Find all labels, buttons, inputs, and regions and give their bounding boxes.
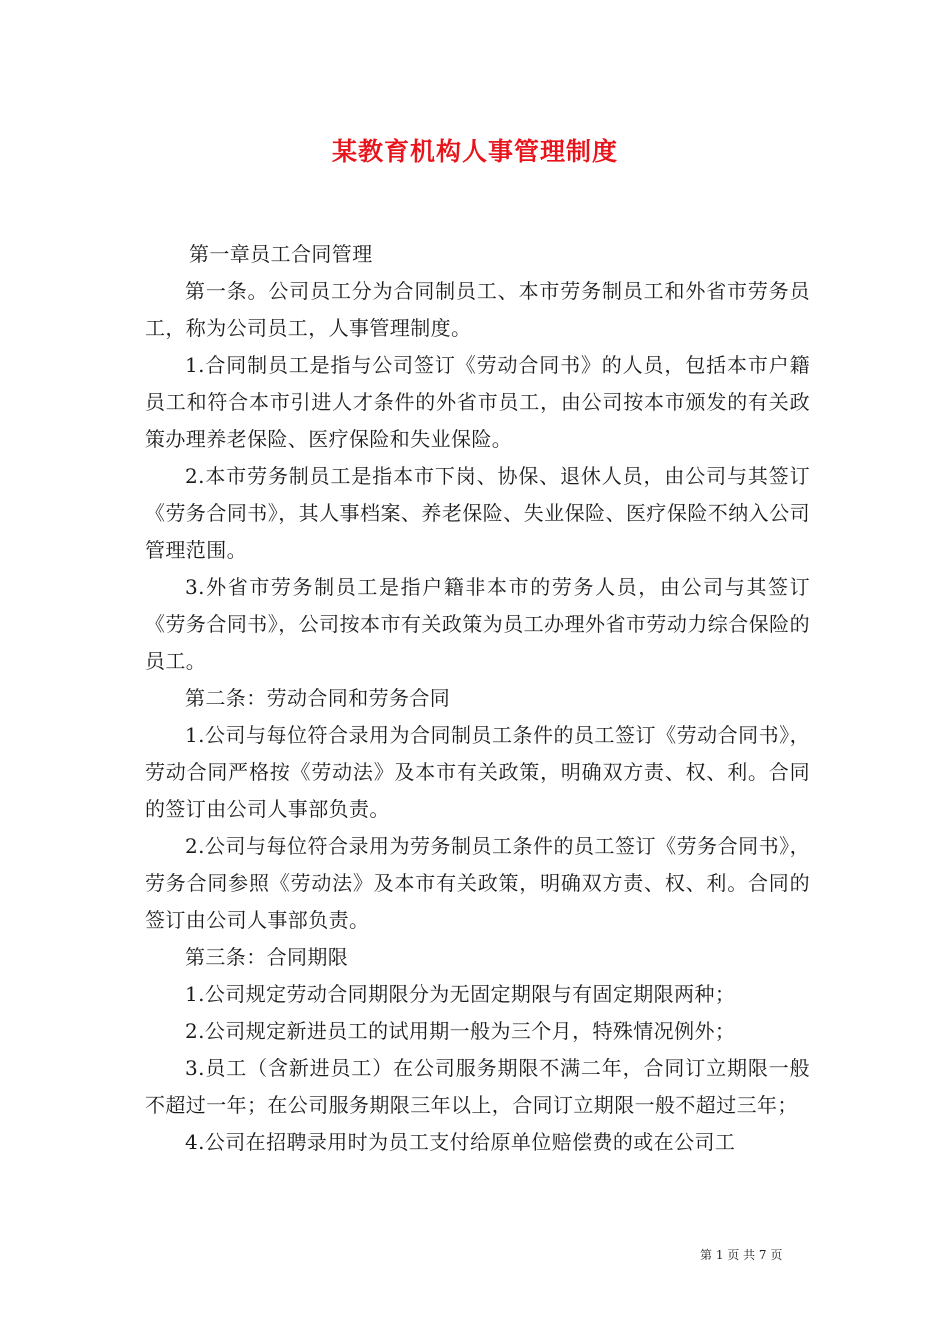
article-heading: 第二条：劳动合同和劳务合同 [185,686,451,710]
clause-paragraph: 1.公司规定劳动合同期限分为无固定期限与有固定期限两种； [185,982,736,1006]
page-footer: 第 1 页 共 7 页 [700,1248,783,1262]
clause-paragraph: 2.公司与每位符合录用为劳务制员工条件的员工签订《劳务合同书》，劳务合同参照《劳动法》及本市有关政策，明确双方责、权、利。合同的签订由公司人事部负责。 [145,834,810,932]
clause-paragraph: 3.外省市劳务制员工是指户籍非本市的劳务人员，由公司与其签订《劳务合同书》，公司按本市有关政策为员工办理外省市劳动力综合保险的员工。 [145,575,810,673]
clause-paragraph: 4.公司在招聘录用时为员工支付给原单位赔偿费的或在公司工 [185,1130,736,1154]
clause-paragraph: 3.员工（含新进员工）在公司服务期限不满二年，合同订立期限一般不超过一年；在公司服务期限三年以上，合同订立期限一般不超过三年； [145,1056,810,1117]
clause-paragraph: 2.本市劳务制员工是指本市下岗、协保、退休人员，由公司与其签订《劳务合同书》，其人事档案、养老保险、失业保险、医疗保险不纳入公司管理范围。 [145,464,810,562]
document-body [145,236,810,1161]
article-paragraph: 第一条。公司员工分为合同制员工、本市劳务制员工和外省市劳务员工，称为公司员工，人事管理制度。 [145,279,810,340]
chapter-heading: 第一章员工合同管理 [189,242,373,266]
clause-paragraph: 1.合同制员工是指与公司签订《劳动合同书》的人员，包括本市户籍员工和符合本市引进人才条件的外省市员工，由公司按本市颁发的有关政策办理养老保险、医疗保险和失业保险。 [145,353,810,451]
article-heading: 第三条：合同期限 [185,945,349,969]
clause-paragraph: 2.公司规定新进员工的试用期一般为三个月，特殊情况例外； [185,1019,736,1043]
document-title: 某教育机构人事管理制度 [331,137,618,166]
clause-paragraph: 1.公司与每位符合录用为合同制员工条件的员工签订《劳动合同书》，劳动合同严格按《劳动法》及本市有关政策，明确双方责、权、利。合同的签订由公司人事部负责。 [145,723,810,821]
